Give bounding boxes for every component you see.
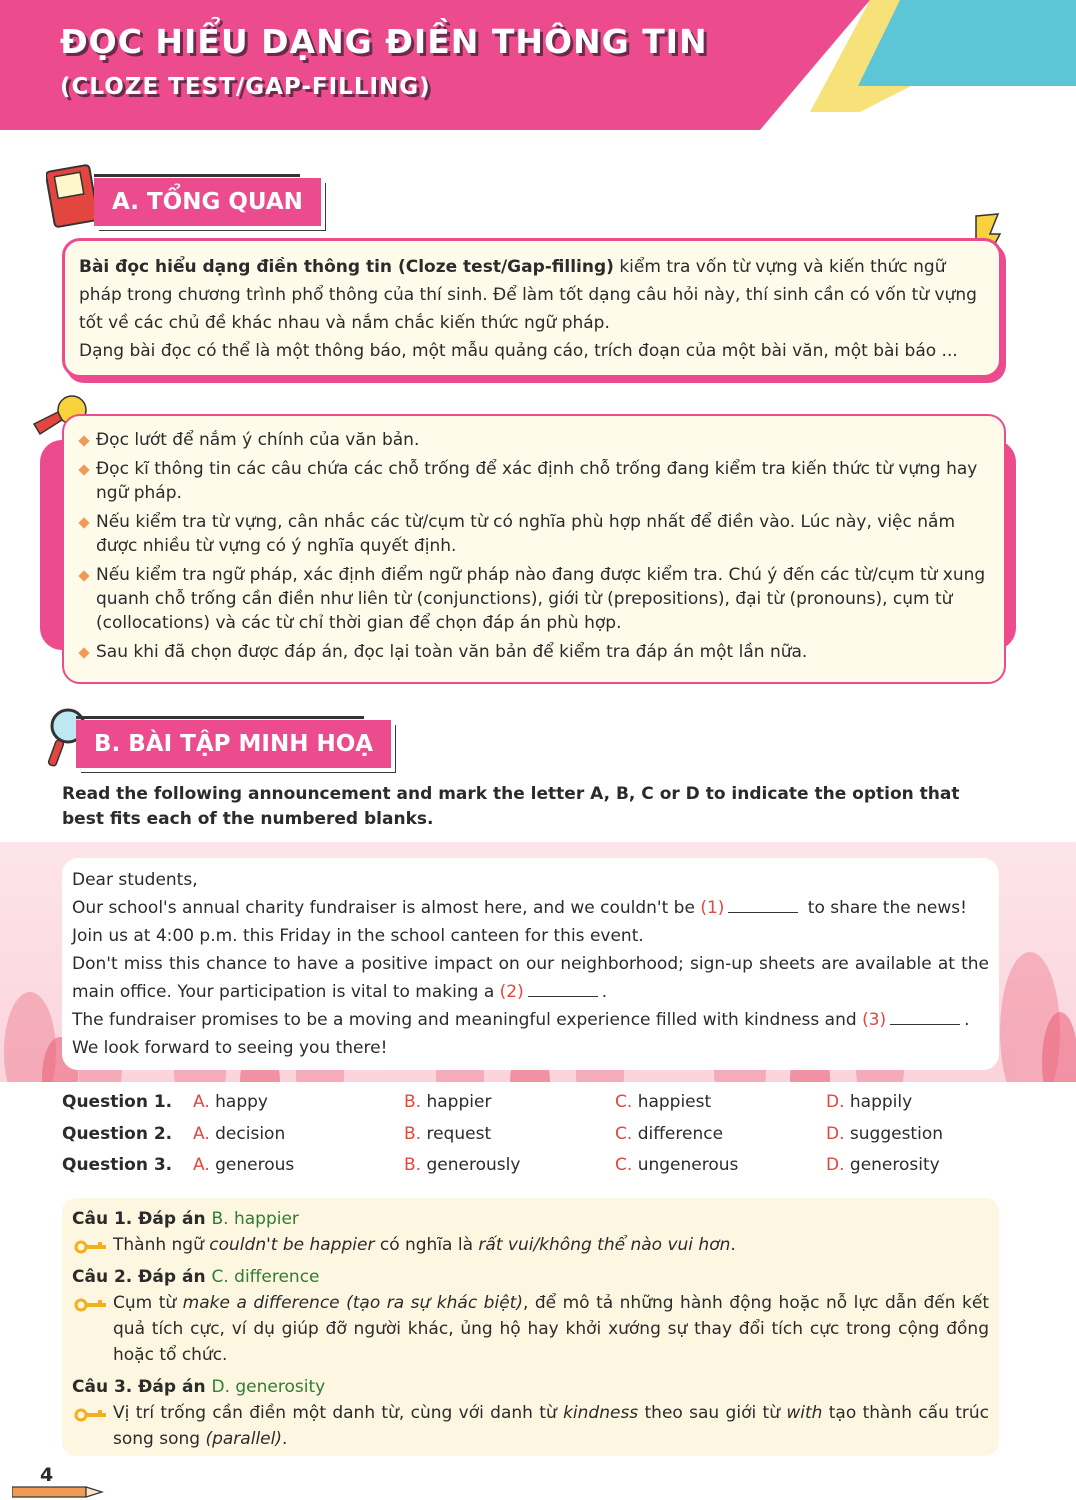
- answer-explanation: [72, 1232, 989, 1258]
- announcement-passage: [62, 858, 999, 1070]
- option-a[interactable]: [193, 1124, 285, 1144]
- option-text: happier: [426, 1092, 492, 1112]
- answer-explanation: [72, 1290, 989, 1368]
- option-a[interactable]: [193, 1092, 268, 1112]
- heading-divider: [76, 716, 364, 719]
- question-label: Question 3.: [62, 1155, 173, 1175]
- passage-text: The fundraiser promises to be a moving and meaningful experience filled with kindness and: [72, 1010, 863, 1030]
- overview-bold: Bài đọc hiểu dạng điền thông tin (Cloze test/Gap-filling): [79, 257, 614, 277]
- question-label: Question 1.: [62, 1092, 173, 1112]
- tip-item: Đọc lướt để nắm ý chính của văn bản.: [78, 428, 988, 452]
- expl-text: , để mô tả những hành động hoặc nỗ lực dẫn đến kết quả tích cực, ví dụ giúp đỡ người khác, ủng hộ hay khởi xướng sự thay đổi tích cực trong cộng đồng hoặc tổ chức.: [113, 1293, 989, 1365]
- answer-label: Câu 3. Đáp án: [72, 1377, 212, 1397]
- answer-explanation: [72, 1400, 989, 1452]
- pencil-icon: [12, 1486, 104, 1498]
- option-b[interactable]: [404, 1092, 491, 1112]
- answer-title: [72, 1206, 989, 1232]
- passage-line: Join us at 4:00 p.m. this Friday in the school canteen for this event.: [72, 926, 644, 946]
- option-a[interactable]: [193, 1155, 294, 1175]
- passage-text: .: [964, 1010, 970, 1030]
- passage-line: [72, 1006, 989, 1034]
- option-letter: D.: [826, 1155, 845, 1175]
- question-label: Question 2.: [62, 1123, 173, 1144]
- option-letter: C.: [615, 1123, 633, 1144]
- option-letter: A.: [193, 1155, 210, 1175]
- page-title: ĐỌC HIỂU DẠNG ĐIỀN THÔNG TIN: [60, 22, 708, 61]
- option-text: generosity: [849, 1155, 940, 1175]
- expl-text: .: [730, 1235, 736, 1255]
- overview-text: [79, 253, 985, 337]
- page-subtitle: (CLOZE TEST/GAP-FILLING): [60, 74, 431, 100]
- option-text: generous: [215, 1155, 295, 1175]
- option-text: difference: [637, 1123, 724, 1144]
- option-c[interactable]: [615, 1092, 711, 1112]
- blank-line: [528, 979, 598, 997]
- answer-choice: B. happier: [211, 1209, 299, 1229]
- question-row: [62, 1092, 1004, 1124]
- passage-line: [72, 894, 989, 922]
- option-letter: B.: [404, 1123, 422, 1144]
- option-d[interactable]: [826, 1092, 912, 1112]
- blank-number: (3): [862, 1010, 887, 1030]
- passage-greeting: Dear students,: [72, 870, 198, 890]
- option-letter: D.: [826, 1123, 845, 1144]
- option-text: happiest: [637, 1092, 712, 1112]
- blank-line: [890, 1007, 960, 1025]
- passage-closing: We look forward to seeing you there!: [72, 1038, 388, 1058]
- expl-text: theo sau giới từ: [638, 1403, 787, 1423]
- option-text: happy: [215, 1092, 268, 1112]
- expl-italic: with: [786, 1403, 823, 1423]
- option-b[interactable]: [404, 1124, 491, 1144]
- tip-item: Nếu kiểm tra từ vựng, cân nhắc các từ/cụm từ có nghĩa phù hợp nhất để điền vào. Lúc này, việc nắm được nhiều từ vựng có ý nghĩa quyết định.: [78, 510, 988, 558]
- option-text: generously: [426, 1155, 521, 1175]
- option-letter: C.: [615, 1092, 633, 1112]
- passage-text: to share the news!: [802, 898, 967, 918]
- section-a-label: A. TỔNG QUAN: [94, 178, 321, 226]
- instruction: Read the following announcement and mark the letter A, B, C or D to indicate the option that best fits each of the numbered blanks.: [62, 784, 960, 829]
- option-letter: B.: [404, 1155, 422, 1175]
- expl-text: có nghĩa là: [374, 1235, 479, 1255]
- passage-line: [72, 950, 989, 1006]
- tips-list: [78, 428, 988, 664]
- tip-item: Sau khi đã chọn được đáp án, đọc lại toàn văn bản để kiểm tra đáp án một lần nữa.: [78, 640, 988, 664]
- overview-text-2: Dạng bài đọc có thể là một thông báo, một mẫu quảng cáo, trích đoạn của một bài văn, một bài báo ...: [79, 341, 958, 361]
- blank-number: (2): [499, 982, 524, 1002]
- option-letter: A.: [193, 1123, 210, 1144]
- option-letter: D.: [826, 1092, 845, 1112]
- expl-text: tạo thành cấu trúc song song: [113, 1403, 989, 1449]
- answer-choice: D. generosity: [211, 1377, 326, 1397]
- tip-item: Nếu kiểm tra ngữ pháp, xác định điểm ngữ pháp nào đang được kiểm tra. Chú ý đến các từ/cụm từ xung quanh chỗ trống cần điền như liên từ (conjunctions), giới từ (prepositions), đại từ (pronouns), cụm từ (collocations) và các từ chỉ thời gian để chọn đáp án phù hợp.: [78, 563, 988, 635]
- option-letter: A.: [193, 1092, 210, 1112]
- section-b-label: B. BÀI TẬP MINH HOẠ: [76, 720, 391, 768]
- heading-divider: [94, 174, 300, 177]
- overview-box: [62, 238, 1002, 378]
- question-row: [62, 1155, 1004, 1187]
- option-b[interactable]: [404, 1155, 520, 1175]
- key-icon: [74, 1408, 108, 1422]
- expl-italic: make a difference (tạo ra sự khác biệt): [182, 1293, 523, 1313]
- tips-box: [62, 414, 1006, 684]
- option-c[interactable]: [615, 1155, 738, 1175]
- expl-text: Vị trí trống cần điền một danh từ, cùng với danh từ: [113, 1403, 564, 1423]
- answer-box: [62, 1198, 999, 1456]
- passage-text: Don't miss this chance to have a positive impact on our neighborhood; sign-up sheets are available at the main office. Your participation is vital to making a: [72, 954, 989, 1002]
- expl-italic: (parallel): [205, 1429, 282, 1449]
- option-d[interactable]: [826, 1155, 940, 1175]
- option-text: ungenerous: [637, 1155, 739, 1175]
- option-text: happily: [849, 1092, 913, 1112]
- answer-choice: C. difference: [211, 1267, 320, 1287]
- answer-label: Câu 1. Đáp án: [72, 1209, 212, 1229]
- question-list: [62, 1092, 1004, 1187]
- option-text: suggestion: [849, 1123, 943, 1144]
- header-banner: [0, 0, 1076, 132]
- option-letter: C.: [615, 1155, 633, 1175]
- expl-italic: rất vui/không thể nào vui hơn: [478, 1235, 731, 1255]
- blank-line: [728, 895, 798, 913]
- question-row: [62, 1124, 1004, 1156]
- expl-text: .: [281, 1429, 288, 1449]
- blank-number: (1): [700, 898, 725, 918]
- option-c[interactable]: [615, 1124, 723, 1144]
- passage-text: .: [601, 982, 608, 1002]
- expl-italic: couldn't be happier: [209, 1235, 375, 1255]
- option-letter: B.: [404, 1092, 422, 1112]
- tip-item: Đọc kĩ thông tin các câu chứa các chỗ trống để xác định chỗ trống đang kiểm tra kiến thức từ vựng hay ngữ pháp.: [78, 457, 988, 505]
- answer-label: Câu 2. Đáp án: [72, 1267, 212, 1287]
- page-number: 4: [40, 1464, 54, 1486]
- option-text: request: [426, 1123, 492, 1144]
- overview-body: kiểm tra vốn từ vựng và kiến thức ngữ pháp trong chương trình phổ thông của thí sinh. Để làm tốt dạng câu hỏi này, thí sinh cần có vốn từ vựng tốt về các chủ đề khác nhau và nắm chắc kiến thức ngữ pháp.: [79, 257, 977, 333]
- banner-shapes: [0, 0, 1076, 132]
- option-d[interactable]: [826, 1124, 943, 1144]
- expl-italic: kindness: [563, 1403, 639, 1423]
- expl-text: Cụm từ: [113, 1293, 183, 1313]
- key-icon: [74, 1240, 108, 1254]
- key-icon: [74, 1298, 108, 1312]
- answer-title: [72, 1374, 989, 1400]
- answer-title: [72, 1264, 989, 1290]
- expl-text: Thành ngữ: [113, 1235, 210, 1255]
- passage-text: Our school's annual charity fundraiser is almost here, and we couldn't be: [72, 898, 701, 918]
- option-text: decision: [215, 1123, 286, 1144]
